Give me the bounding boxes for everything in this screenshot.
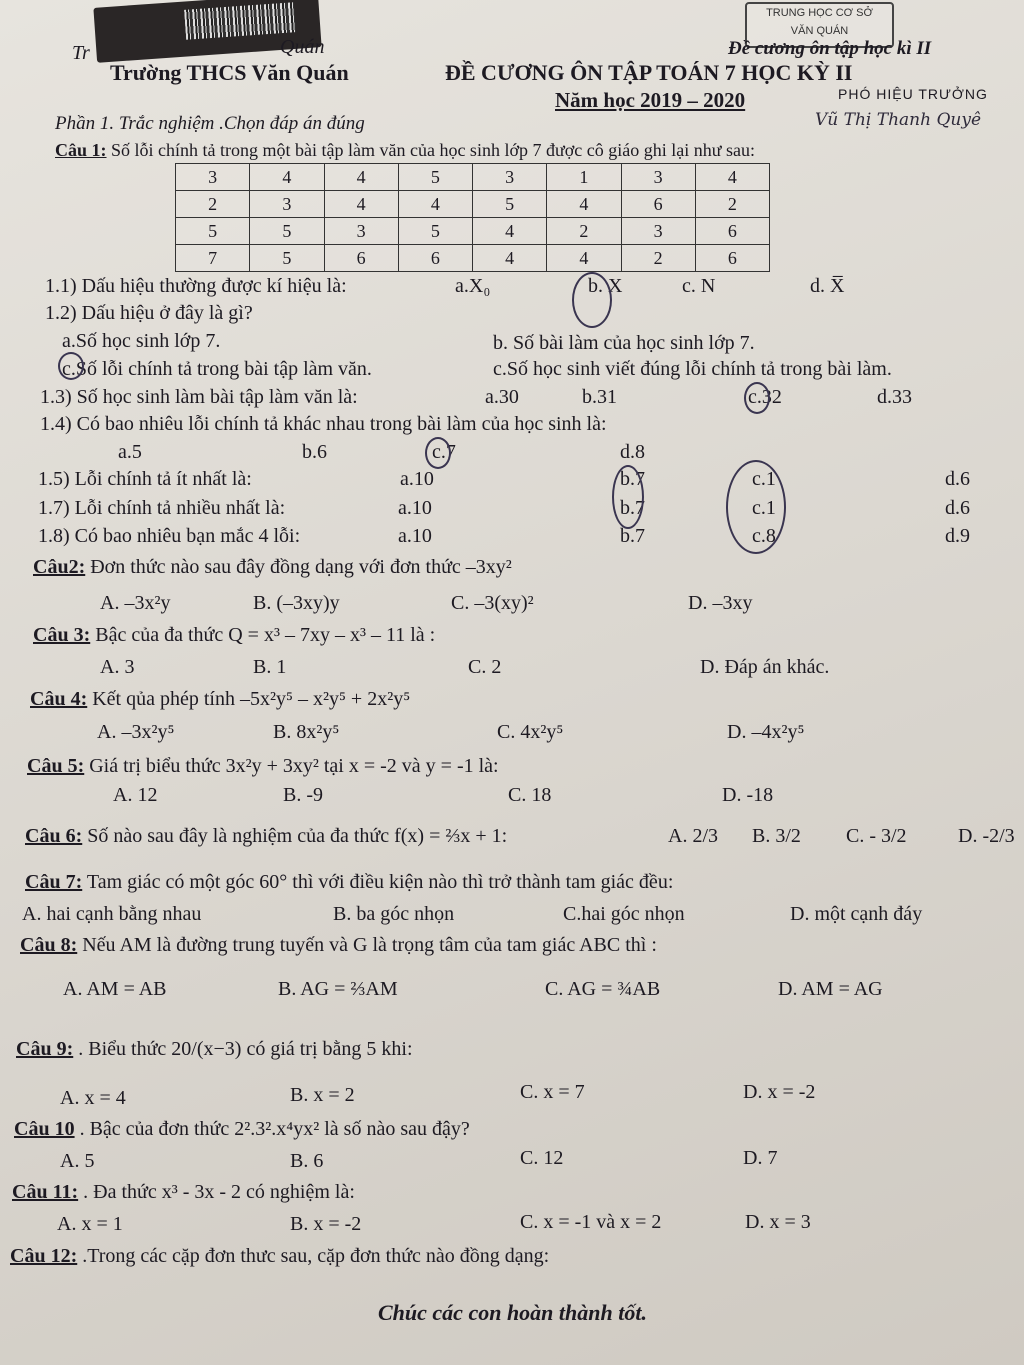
q6-option-d: D. -2/3 [958,825,1015,847]
q1-4-question: 1.4) Có bao nhiêu lỗi chính tả khác nhau trong bài làm của học sinh là: [40,413,607,435]
table-cell: 6 [324,245,398,272]
q3-line [33,624,435,647]
table-cell: 3 [324,218,398,245]
q2-label: Câu2: [33,556,86,578]
q1-5-question: 1.5) Lỗi chính tả ít nhất là: [38,468,252,490]
q5-text: Giá trị biểu thức 3x²y + 3xy² tại x = -2 và y = -1 là: [89,755,499,777]
error-count-table [175,163,770,272]
q1-3-option-d: d.33 [877,386,912,408]
q10-option-d: D. 7 [743,1147,778,1169]
q7-option-d: D. một cạnh đáy [790,903,923,925]
q3-option-c: C. 2 [468,656,502,678]
q8-text: Nếu AM là đường trung tuyến và G là trọng tâm của tam giác ABC thì : [82,934,657,956]
q9-option-b: B. x = 2 [290,1084,355,1106]
q6-option-c: C. - 3/2 [846,825,907,847]
q3-option-b: B. 1 [253,656,287,678]
q1-2-option-c: c.Số lỗi chính tả trong bài tập làm văn. [62,358,372,380]
q1-3-question: 1.3) Số học sinh làm bài tập làm văn là: [40,386,358,408]
q3-label: Câu 3: [33,624,91,646]
table-cell: 3 [621,164,695,191]
q1-7-option-b: b.7 [620,497,645,519]
q12-label: Câu 12: [10,1245,78,1267]
q2-option-a: A. –3x²y [100,592,171,614]
q7-label: Câu 7: [25,871,83,893]
q9-option-d: D. x = -2 [743,1081,816,1103]
table-cell: 2 [176,191,250,218]
q4-option-d: D. –4x²y⁵ [727,721,805,743]
school-stamp: TRUNG HỌC CƠ SỞ VĂN QUÁN [745,2,894,48]
q1-line [55,140,755,161]
table-row [176,218,770,245]
q1-2-option-b: b. Số bài làm của học sinh lớp 7. [493,332,755,354]
q3-option-a: A. 3 [100,656,135,678]
q7-option-c: C.hai góc nhọn [563,903,685,925]
header-fragment-quan: Quán [280,36,325,58]
q10-line [14,1118,470,1141]
q1-3-option-a: a.30 [485,386,519,408]
q1-4-option-c: c.7 [432,441,456,463]
q8-line [20,934,657,957]
table-cell: 5 [176,218,250,245]
q7-option-b: B. ba góc nhọn [333,903,455,925]
q1-7-option-d: d.6 [945,497,970,519]
q9-line [16,1038,413,1061]
q1-5-option-c: c.1 [752,468,776,490]
q4-option-a: A. –3x²y⁵ [97,721,175,743]
q5-option-d: D. -18 [722,784,774,806]
table-cell: 3 [176,164,250,191]
table-cell: 2 [547,218,621,245]
table-row [176,245,770,272]
q1-7-option-c: c.1 [752,497,776,519]
table-cell: 5 [250,218,324,245]
q7-line [25,871,673,894]
answer-circle-1-1 [572,272,612,328]
q12-line [10,1245,549,1268]
part1-heading: Phần 1. Trắc nghiệm .Chọn đáp án đúng [55,113,365,134]
q8-option-d: D. AM = AG [778,978,883,1000]
q1-7-option-a: a.10 [398,497,432,519]
q12-text: .Trong các cặp đơn thưc sau, cặp đơn thức nào đồng dạng: [82,1245,550,1267]
table-cell: 1 [547,164,621,191]
school-name: Trường THCS Văn Quán [110,60,349,85]
table-cell: 4 [324,164,398,191]
q1-3-option-b: b.31 [582,386,617,408]
q10-label: Câu 10 [14,1118,75,1140]
q9-option-a: A. x = 4 [60,1087,126,1109]
q1-4-option-d: d.8 [620,441,645,463]
table-cell: 3 [250,191,324,218]
table-cell: 6 [398,245,472,272]
right-note: Đề cương ôn tập học kì II [728,38,932,59]
table-row [176,164,770,191]
header-fragment-left: Tr [72,42,90,64]
table-cell: 6 [695,245,769,272]
q1-8-option-d: d.9 [945,525,970,547]
table-cell: 6 [695,218,769,245]
q1-7-question: 1.7) Lỗi chính tả nhiều nhất là: [38,497,286,519]
q11-option-c: C. x = -1 và x = 2 [520,1211,662,1233]
q6-line [25,825,507,848]
document-title: ĐỀ CƯƠNG ÔN TẬP TOÁN 7 HỌC KỲ II [445,60,853,85]
q1-8-question: 1.8) Có bao nhiêu bạn mắc 4 lỗi: [38,525,301,547]
q7-text: Tam giác có một góc 60° thì với điều kiện nào thì trở thành tam giác đều: [86,871,674,893]
table-cell: 4 [547,191,621,218]
school-year: Năm học 2019 – 2020 [555,88,746,112]
table-cell: 5 [398,164,472,191]
q4-text: Kết qủa phép tính –5x²y⁵ – x²y⁵ + 2x²y⁵ [92,688,411,710]
table-cell: 4 [250,164,324,191]
table-cell: 3 [621,218,695,245]
q6-text: Số nào sau đây là nghiệm của đa thức f(x) = ⅔x + 1: [87,825,508,847]
answer-circle-1-2 [58,352,84,380]
q11-option-d: D. x = 3 [745,1211,811,1233]
q8-label: Câu 8: [20,934,78,956]
q2-text: Đơn thức nào sau đây đồng dạng với đơn thức –3xy² [90,556,512,578]
q1-1-option-a: a.X₀ [455,275,491,297]
q9-label: Câu 9: [16,1038,74,1060]
q1-2-question: 1.2) Dấu hiệu ở đây là gì? [45,302,253,324]
q5-option-b: B. -9 [283,784,323,806]
q8-option-c: C. AG = ¾AB [545,978,661,1000]
table-row [176,191,770,218]
q1-5-option-d: d.6 [945,468,970,490]
q1-1-option-c: c. N [682,275,716,297]
q1-1-option-d: d. X̅ [810,275,845,297]
answer-circle-1-4 [425,437,451,469]
q1-8-option-a: a.10 [398,525,432,547]
q1-8-option-b: b.7 [620,525,645,547]
table-cell: 3 [473,164,547,191]
q10-option-a: A. 5 [60,1150,95,1172]
table-cell: 5 [250,245,324,272]
q11-line [12,1181,355,1204]
q1-2-option-d: c.Số học sinh viết đúng lỗi chính tả trong bài làm. [493,358,892,380]
q8-option-a: A. AM = AB [63,978,167,1000]
q3-option-d: D. Đáp án khác. [700,656,830,678]
q1-4-option-b: b.6 [302,441,327,463]
q4-label: Câu 4: [30,688,88,710]
table-cell: 4 [695,164,769,191]
answer-circle-1-5 [612,465,644,529]
q9-option-c: C. x = 7 [520,1081,585,1103]
q4-option-b: B. 8x²y⁵ [273,721,340,743]
q7-option-a: A. hai cạnh bằng nhau [22,903,202,925]
q11-text: . Đa thức x³ - 3x - 2 có nghiệm là: [83,1181,355,1203]
q1-8-option-c: c.8 [752,525,776,547]
table-cell: 4 [473,245,547,272]
q11-option-a: A. x = 1 [57,1213,123,1235]
q10-option-c: C. 12 [520,1147,564,1169]
table-cell: 2 [695,191,769,218]
q11-option-b: B. x = -2 [290,1213,362,1235]
q1-5-option-b: b.7 [620,468,645,490]
table-cell: 5 [398,218,472,245]
q5-label: Câu 5: [27,755,85,777]
table-cell: 2 [621,245,695,272]
q11-label: Câu 11: [12,1181,79,1203]
table-cell: 4 [547,245,621,272]
q4-option-c: C. 4x²y⁵ [497,721,564,743]
q10-option-b: B. 6 [290,1150,324,1172]
q6-label: Câu 6: [25,825,83,847]
table-cell: 7 [176,245,250,272]
q2-line [33,556,512,579]
principal-title: PHÓ HIỆU TRƯỞNG [838,86,988,102]
principal-name: Vũ Thị Thanh Quyê [815,110,982,130]
q2-option-c: C. –3(xy)² [451,592,534,614]
q1-2-option-a: a.Số học sinh lớp 7. [62,330,221,352]
table-cell: 6 [621,191,695,218]
q6-option-a: A. 2/3 [668,825,718,847]
q1-3-option-c: c.32 [748,386,782,408]
table-cell: 4 [473,218,547,245]
q9-text: . Biểu thức 20/(x−3) có giá trị bằng 5 khi: [78,1038,413,1060]
q1-1-question: 1.1) Dấu hiệu thường được kí hiệu là: [45,275,347,297]
q1-1-option-b: b. X [588,275,623,297]
q1-text: Số lỗi chính tả trong một bài tập làm văn của học sinh lớp 7 được cô giáo ghi lại như sau: [111,140,755,160]
q6-option-b: B. 3/2 [752,825,801,847]
q5-line [27,755,499,778]
q1-4-option-a: a.5 [118,441,142,463]
q3-text: Bậc của đa thức Q = x³ – 7xy – x³ – 11 là : [95,624,436,646]
table-cell: 4 [398,191,472,218]
q1-label: Câu 1: [55,140,107,160]
answer-circle-1-3 [744,382,770,414]
q5-option-a: A. 12 [113,784,158,806]
q2-option-b: B. (–3xy)y [253,592,340,614]
closing-message: Chúc các con hoàn thành tốt. [378,1300,647,1325]
q10-text: . Bậc của đơn thức 2².3².x⁴yx² là số nào sau đậy? [79,1118,470,1140]
answer-circle-1-8 [726,460,786,554]
table-cell: 5 [473,191,547,218]
table-cell: 4 [324,191,398,218]
q4-line [30,688,410,711]
q2-option-d: D. –3xy [688,592,753,614]
q8-option-b: B. AG = ⅔AM [278,978,398,1000]
q5-option-c: C. 18 [508,784,552,806]
q1-5-option-a: a.10 [400,468,434,490]
